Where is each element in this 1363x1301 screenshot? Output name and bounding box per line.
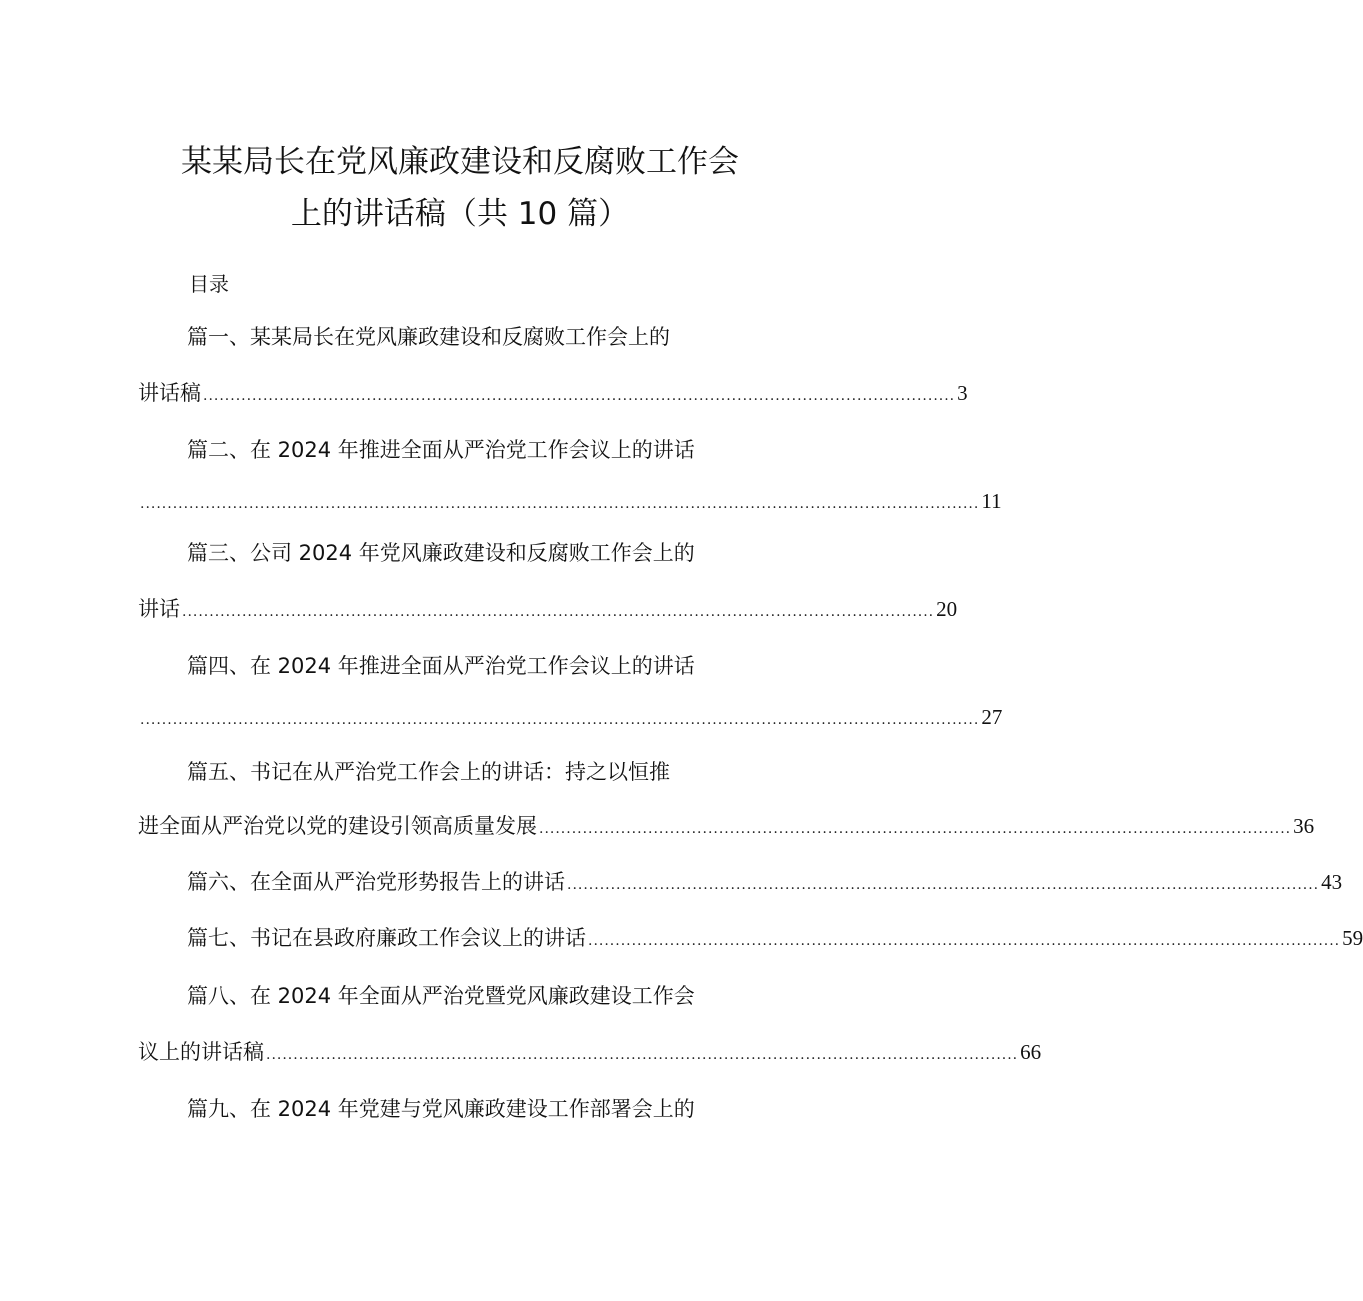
leader-dots: .......................................................................................................................................... <box>567 877 1320 893</box>
toc-entry-6-text: 篇六、在全面从严治党形势报告上的讲话 <box>187 870 565 894</box>
toc-entry-1-line-2[interactable] <box>138 378 968 411</box>
toc-entry-6[interactable] <box>187 867 1343 900</box>
toc-entry-9-line-1[interactable]: 篇九、在 2024 年党建与党风廉政建设工作部署会上的 <box>187 1097 695 1121</box>
toc-entry-8-line-2[interactable] <box>138 1037 1042 1070</box>
leader-dots: .......................................................................................................................................... <box>182 604 935 620</box>
toc-entry-5-line-1[interactable]: 篇五、书记在从严治党工作会上的讲话：持之以恒推 <box>187 760 670 784</box>
document-title-line-1: 某某局长在党风廉政建设和反腐败工作会 <box>181 144 739 180</box>
toc-entry-8-text: 议上的讲话稿 <box>138 1040 264 1064</box>
toc-entry-5-text: 进全面从严治党以党的建设引领高质量发展 <box>138 814 537 838</box>
toc-entry-8-page: 66 <box>1020 1040 1042 1064</box>
toc-entry-4-line-1[interactable]: 篇四、在 2024 年推进全面从严治党工作会议上的讲话 <box>187 654 695 678</box>
leader-dots: .......................................................................................................................................... <box>203 388 956 404</box>
toc-entry-2-page: 11 <box>981 489 1002 513</box>
toc-entry-8-line-1[interactable]: 篇八、在 2024 年全面从严治党暨党风廉政建设工作会 <box>187 984 695 1008</box>
leader-dots: .......................................................................................................................................... <box>588 933 1341 949</box>
document-title-line-2: 上的讲话稿（共 10 篇） <box>290 196 630 232</box>
toc-entry-2-line-1[interactable]: 篇二、在 2024 年推进全面从严治党工作会议上的讲话 <box>187 438 695 462</box>
toc-entry-3-line-2[interactable] <box>138 594 958 627</box>
toc-entry-1-line-1[interactable]: 篇一、某某局长在党风廉政建设和反腐败工作会上的 <box>187 325 670 349</box>
leader-dots: .......................................................................................................................................................... <box>140 496 980 512</box>
toc-entry-4-line-2[interactable] <box>138 702 1003 735</box>
toc-entry-4-page: 27 <box>981 705 1003 729</box>
toc-entry-3-text: 讲话 <box>138 597 180 621</box>
toc-heading: 目录 <box>189 272 229 296</box>
leader-dots: .......................................................................................................................................... <box>266 1047 1019 1063</box>
toc-entry-7-text: 篇七、书记在县政府廉政工作会议上的讲话 <box>187 926 586 950</box>
leader-dots: .......................................................................................................................................... <box>539 821 1292 837</box>
toc-entry-1-text: 讲话稿 <box>138 381 201 405</box>
toc-entry-6-page: 43 <box>1321 870 1343 894</box>
toc-entry-3-page: 20 <box>936 597 958 621</box>
toc-entry-5-line-2[interactable] <box>138 811 1315 844</box>
toc-entry-7-page: 59 <box>1342 926 1363 950</box>
toc-entry-5-page: 36 <box>1293 814 1315 838</box>
toc-entry-1-page: 3 <box>957 381 968 405</box>
toc-entry-3-line-1[interactable]: 篇三、公司 2024 年党风廉政建设和反腐败工作会上的 <box>187 541 695 565</box>
toc-entry-2-line-2[interactable] <box>138 486 1002 519</box>
leader-dots: .......................................................................................................................................................... <box>140 712 980 728</box>
toc-entry-7[interactable] <box>187 923 1363 956</box>
